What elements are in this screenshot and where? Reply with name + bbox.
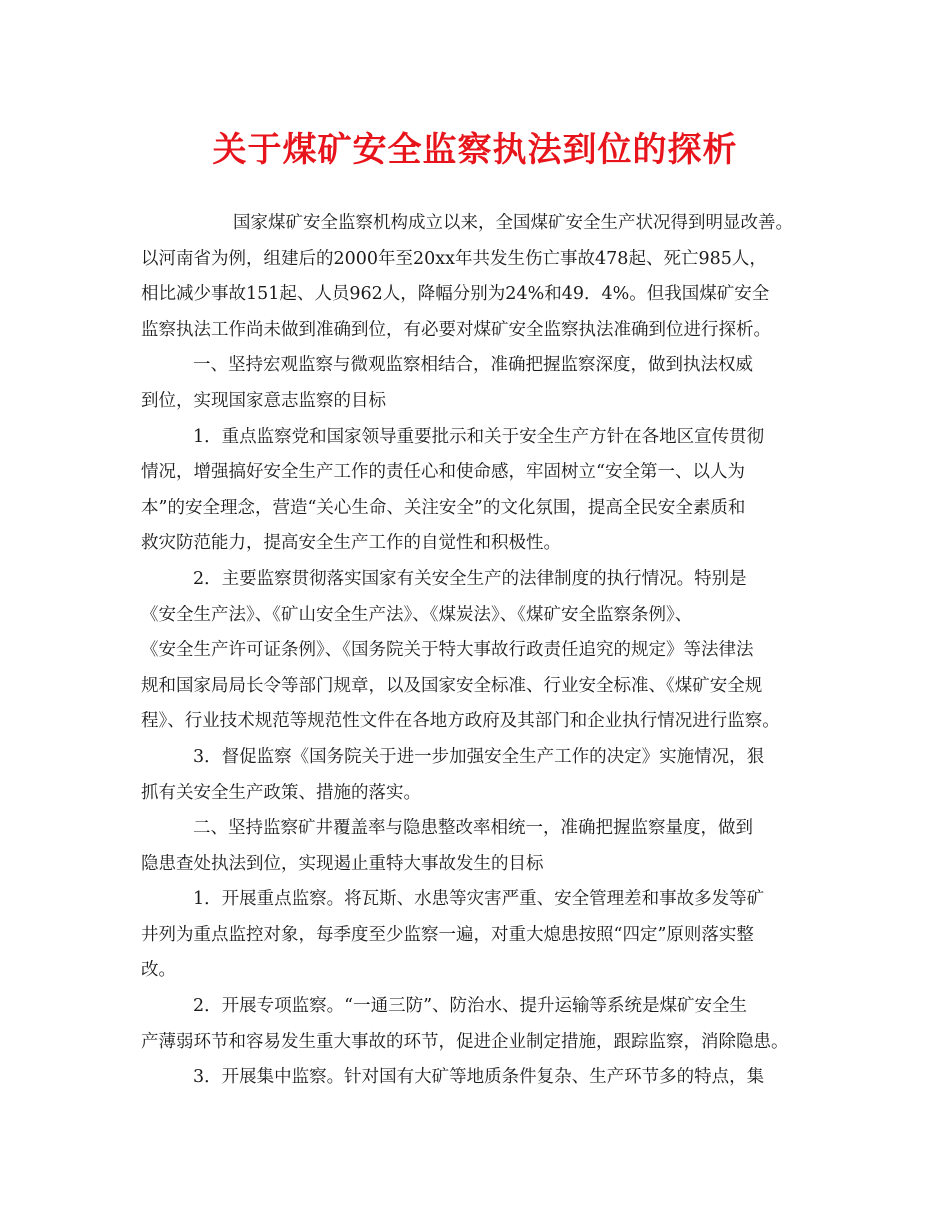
text-line: 二、坚持监察矿井覆盖率与隐患整改率相统一，准确把握监察量度，做到	[193, 818, 753, 839]
text-line: 《安全生产法》、《矿山安全生产法》、《煤炭法》、《煤矿安全监察条例》、	[141, 604, 693, 625]
text-line: 本”的安全理念，营造“关心生命、关注安全”的文化氛围，提高全民安全素质和	[141, 497, 746, 518]
text-line: 1．开展重点监察。将瓦斯、水患等灾害严重、安全管理差和事故多发等矿	[193, 889, 765, 910]
text-line: 到位，实现国家意志监察的目标	[141, 390, 386, 411]
text-line: 3．开展集中监察。针对国有大矿等地质条件复杂、生产环节多的特点，集	[193, 1067, 765, 1088]
text-line: 井列为重点监控对象，每季度至少监察一遍，对重大熄患按照“四定”原则落实整	[141, 924, 754, 945]
text-line: 产薄弱环节和容易发生重大事故的环节，促进企业制定措施，跟踪监察，消除隐患。	[141, 1031, 789, 1052]
text-line: 救灾防范能力，提高安全生产工作的自觉性和积极性。	[141, 533, 561, 554]
text-line: 国家煤矿安全监察机构成立以来，全国煤矿安全生产状况得到明显改善。	[233, 213, 793, 233]
document-body	[141, 206, 831, 1096]
text-line: 监察执法工作尚未做到准确到位，有必要对煤矿安全监察执法准确到位进行探析。	[141, 319, 771, 340]
text-line: 情况，增强搞好安全生产工作的责任心和使命感，牢固树立“安全第一、以人为	[141, 462, 745, 483]
text-line: 1．重点监察党和国家领导重要批示和关于安全生产方针在各地区宣传贯彻	[193, 426, 765, 447]
text-line: 抓有关安全生产政策、措施的落实。	[141, 782, 421, 803]
text-line: 隐患查处执法到位，实现遏止重特大事故发生的目标	[141, 853, 544, 874]
text-line: 一、坚持宏观监察与微观监察相结合，准确把握监察深度，做到执法权威	[193, 355, 753, 376]
document-title: 关于煤矿安全监察执法到位的探析	[212, 130, 738, 170]
text-line: 规和国家局局长令等部门规章，以及国家安全标准、行业安全标准、《煤矿安全规	[141, 675, 763, 696]
text-line: 相比减少事故151起、人员962人，降幅分别为24%和49．4%。但我国煤矿安全	[141, 284, 770, 305]
text-line: 以河南省为例，组建后的2000年至20xx年共发生伤亡事故478起、死亡985人，	[141, 248, 767, 269]
text-line: 2．开展专项监察。“一通三防”、防治水、提升运输等系统是煤矿安全生	[193, 996, 748, 1017]
text-line: 改。	[141, 960, 176, 981]
text-line: 程》、行业技术规范等规范性文件在各地方政府及其部门和企业执行情况进行监察。	[141, 711, 780, 732]
text-line: 2．主要监察贯彻落实国家有关安全生产的法律制度的执行情况。特别是	[193, 568, 747, 589]
text-line: 3．督促监察《国务院关于进一步加强安全生产工作的决定》实施情况，狠	[193, 746, 765, 767]
text-line: 《安全生产许可证条例》、《国务院关于特大事故行政责任追究的规定》等法律法	[141, 640, 754, 661]
